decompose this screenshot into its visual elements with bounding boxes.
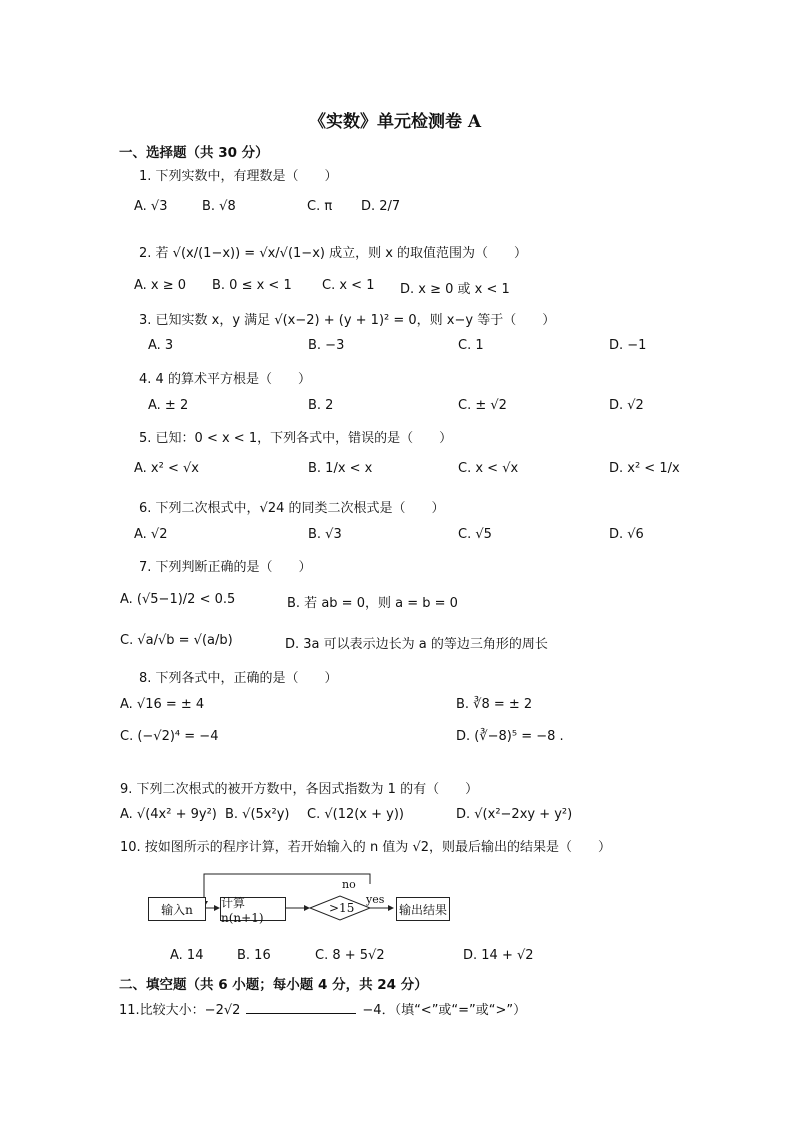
page-title: 《实数》单元检测卷 A: [309, 112, 482, 132]
question-7-option-d: D. 3a 可以表示边长为 a 的等边三角形的周长: [285, 637, 548, 652]
question-9-option-b: B. √(5x²y): [225, 807, 290, 822]
question-3-option-c: C. 1: [458, 338, 484, 353]
question-5-option-a: A. x² < √x: [134, 461, 199, 476]
question-3-option-a: A. 3: [148, 338, 174, 353]
question-2-option-d: D. x ≥ 0 或 x < 1: [400, 282, 510, 297]
flow-no-label: no: [342, 878, 356, 891]
question-7-option-a: A. (√5−1)/2 < 0.5: [120, 592, 236, 607]
question-1-option-a: A. √3: [134, 199, 168, 214]
question-1-option-d: D. 2/7: [361, 199, 401, 214]
question-10-option-d: D. 14 + √2: [463, 948, 534, 963]
question-8-option-d: D. (∛−8)⁵ = −8 .: [456, 729, 564, 744]
question-10-option-c: C. 8 + 5√2: [315, 948, 385, 963]
question-5-option-d: D. x² < 1/x: [609, 461, 680, 476]
flow-yes-label: yes: [366, 893, 385, 906]
question-3-option-b: B. −3: [308, 338, 345, 353]
question-6-option-a: A. √2: [134, 527, 168, 542]
question-8-option-a: A. √16 = ± 4: [120, 697, 205, 712]
question-3-option-d: D. −1: [609, 338, 647, 353]
question-10-option-b: B. 16: [237, 948, 271, 963]
question-4-option-a: A. ± 2: [148, 398, 189, 413]
question-5-stem: 5. 已知：0 < x < 1，下列各式中，错误的是（ ）: [139, 431, 453, 446]
question-11-suffix: −4．（填“<”或“=”或“>”）: [362, 1003, 527, 1018]
question-7-option-b: B. 若 ab = 0，则 a = b = 0: [287, 596, 458, 611]
question-4-option-b: B. 2: [308, 398, 334, 413]
flow-output-box: 输出结果: [396, 897, 450, 921]
question-9-option-a: A. √(4x² + 9y²): [120, 807, 217, 822]
question-1-option-b: B. √8: [202, 199, 236, 214]
question-2-option-a: A. x ≥ 0: [134, 278, 187, 293]
question-6-option-b: B. √3: [308, 527, 342, 542]
flow-input-box: 输入n: [148, 897, 206, 921]
question-2-option-c: C. x < 1: [322, 278, 375, 293]
question-8-option-b: B. ∛8 = ± 2: [456, 697, 533, 712]
question-1-option-c: C. π: [307, 199, 333, 214]
question-7-option-c: C. √a/√b = √(a/b): [120, 633, 233, 648]
flow-condition-label: >15: [329, 901, 355, 915]
question-9-stem: 9. 下列二次根式的被开方数中，各因式指数为 1 的有（ ）: [120, 782, 479, 797]
question-2-option-b: B. 0 ≤ x < 1: [212, 278, 292, 293]
question-2-stem: 2. 若 √(x/(1−x)) = √x/√(1−x) 成立，则 x 的取值范围为（ ）: [139, 246, 528, 261]
section-heading-choice: 一、选择题（共 30 分）: [119, 145, 269, 161]
question-10-stem: 10. 按如图所示的程序计算，若开始输入的 n 值为 √2，则最后输出的结果是（ ）: [120, 840, 611, 855]
question-5-option-b: B. 1/x < x: [308, 461, 373, 476]
question-6-option-d: D. √6: [609, 527, 644, 542]
question-11-answer-blank[interactable]: [246, 1001, 356, 1014]
question-9-option-c: C. √(12(x + y)): [307, 807, 404, 822]
question-11-prefix: 11.比较大小：−2√2: [119, 1003, 241, 1018]
question-4-option-d: D. √2: [609, 398, 644, 413]
question-10-option-a: A. 14: [170, 948, 204, 963]
question-5-option-c: C. x < √x: [458, 461, 519, 476]
section-heading-fill-blank: 二、填空题（共 6 小题；每小题 4 分，共 24 分）: [119, 977, 428, 993]
question-6-option-c: C. √5: [458, 527, 492, 542]
question-4-stem: 4. 4 的算术平方根是（ ）: [139, 372, 311, 387]
question-6-stem: 6. 下列二次根式中，√24 的同类二次根式是（ ）: [139, 501, 445, 516]
question-11: [119, 999, 526, 1018]
question-3-stem: 3. 已知实数 x，y 满足 √(x−2) + (y + 1)² = 0，则 x−y 等于（ ）: [139, 313, 556, 328]
flow-calc-box: 计算n(n+1): [220, 897, 286, 921]
question-8-stem: 8. 下列各式中，正确的是（ ）: [139, 671, 338, 686]
question-9-option-d: D. √(x²−2xy + y²): [456, 807, 573, 822]
question-1-stem: 1. 下列实数中，有理数是（ ）: [139, 169, 338, 184]
question-7-stem: 7. 下列判断正确的是（ ）: [139, 560, 312, 575]
question-8-option-c: C. (−√2)⁴ = −4: [120, 729, 219, 744]
question-4-option-c: C. ± √2: [458, 398, 507, 413]
